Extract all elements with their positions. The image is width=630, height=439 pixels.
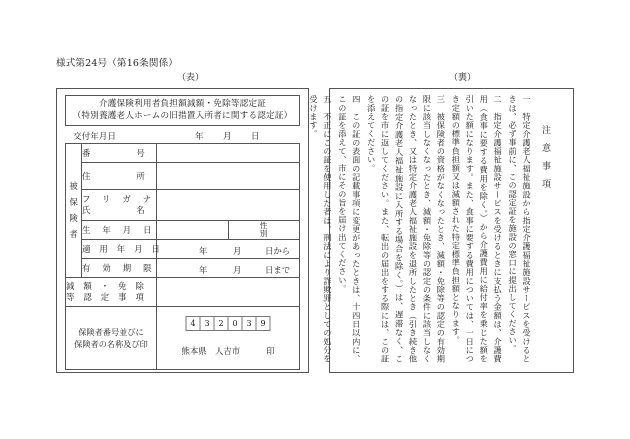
issue-date-month-unit: 月 xyxy=(223,132,232,143)
apply-date-year-unit: 年 xyxy=(199,245,208,256)
certificate-front-panel xyxy=(56,88,309,373)
insurer-digit-1: 4 xyxy=(186,316,201,331)
table-row-number xyxy=(66,144,300,163)
label-address-text: 住所 xyxy=(82,171,191,182)
side-label-char-3: 険 xyxy=(69,212,78,223)
label-insurer-line2: 保険者の名称及び印 xyxy=(74,339,148,350)
certificate-title-box xyxy=(65,95,300,126)
insured-person-side-label xyxy=(66,144,82,278)
label-furigana-name xyxy=(82,190,191,221)
notes-content xyxy=(308,95,566,366)
side-label-char-1: 被 xyxy=(69,180,78,191)
apply-date-month-unit: 月 xyxy=(233,245,242,256)
issue-date-day-unit: 日 xyxy=(251,132,260,143)
insurer-name-row xyxy=(182,345,275,357)
label-apply-date xyxy=(82,240,169,259)
note-item-3: 三 被保険者の資格がなくなったとき、減額・免除等の認定の有効期限に該当しなくなったとき、減額・免除等の認定の条件に該当しなくなったとき、又は特定介護老人福祉施設を退所したとき（引き続き他の指定介護老人福祉施設に入所する場合を除く。）は、遅滞なく、この証を市に返してください。また、転出の届出をする際には、この証を添えてください。 xyxy=(366,95,447,363)
issue-date-label: 交付年月日 xyxy=(73,132,116,143)
valid-period-year-unit: 年 xyxy=(199,264,208,275)
valid-period-month-unit: 月 xyxy=(233,264,242,275)
label-furigana-text: フリガナ xyxy=(82,194,164,205)
certificate-back-panel xyxy=(308,88,574,373)
label-name-text: 氏名 xyxy=(82,205,191,216)
note-item-2: 二 指定介護福祉施設サービスを受けるときに支払う金額は、介護費用（食事に要する費用を除く。）から介護費用に給付率を乗じた額を引いた額になります。また、食事に要する費用については、一日につき定額の標準負担額又は減額された特定標準負担額となります。 xyxy=(451,95,504,363)
field-valid-period[interactable] xyxy=(157,259,300,278)
note-item-1: 一 特定介護老人福祉施設から指定介護福祉施設サービスを受けるときは、必ず事前に、この認定証を施設の窓口に提出してください。 xyxy=(508,95,532,363)
table-row-valid-period xyxy=(66,259,300,278)
insurer-digit-6: 9 xyxy=(256,316,271,331)
valid-period-day-unit: 日まで xyxy=(265,264,291,275)
insured-person-table xyxy=(65,143,300,370)
table-row-insurer xyxy=(66,307,300,370)
side-label-char-4: 者 xyxy=(69,228,78,239)
label-birth-date xyxy=(82,221,164,240)
label-number xyxy=(82,144,191,163)
field-apply-date[interactable] xyxy=(157,240,300,259)
table-row-reduction-items xyxy=(66,278,300,307)
label-valid-period-text: 有効期限 xyxy=(82,263,164,274)
table-row-birthdate xyxy=(66,221,300,240)
label-address xyxy=(82,163,191,190)
table-row-furigana-name xyxy=(66,190,300,221)
label-birth-date-text: 生年月日 xyxy=(82,225,164,236)
back-side-caption: （裏） xyxy=(449,73,477,83)
certificate-title-line1: 介護保険利用者負担額減額・免除等認定証 xyxy=(98,99,267,109)
note-item-5: 五 不正にこの証を使用した者は、刑法により詐欺罪としての処分を受けます。 xyxy=(308,95,333,363)
insurer-digit-3: 2 xyxy=(214,316,229,331)
notes-heading: 注意事項 xyxy=(540,125,550,197)
label-gender xyxy=(228,221,300,240)
label-insurer-line1: 保険者番号並びに xyxy=(78,327,144,338)
label-reduction-line2: 等認定事項 xyxy=(66,292,153,303)
label-valid-period xyxy=(82,259,164,278)
insurer-digit-5: 3 xyxy=(242,316,257,331)
label-reduction-items xyxy=(66,278,157,307)
insurer-digit-4: 0 xyxy=(228,316,243,331)
side-label-char-2: 保 xyxy=(69,196,78,207)
gender-char-1: 性 xyxy=(260,221,268,231)
table-row-apply-date xyxy=(66,240,300,259)
label-apply-date-text: 適用年月日 xyxy=(82,244,169,255)
field-birth-date[interactable] xyxy=(157,221,229,240)
gender-char-2: 別 xyxy=(260,229,268,239)
issue-date-row xyxy=(65,126,300,143)
certificate-title-line2: （特別養護老人ホームの旧措置入所者に関する認定証） xyxy=(72,111,293,122)
table-row-address xyxy=(66,163,300,190)
field-reduction-items[interactable] xyxy=(157,278,300,307)
insurer-number-boxes xyxy=(186,316,271,331)
field-insurer xyxy=(157,307,300,370)
form-number-label: 様式第24号（第16条関係） xyxy=(56,58,178,69)
apply-date-day-unit: 日から xyxy=(265,245,291,256)
label-reduction-line1: 減額・免除 xyxy=(66,280,153,291)
front-side-caption: （表） xyxy=(177,73,205,83)
label-number-text: 番号 xyxy=(82,148,191,159)
issue-date-year-unit: 年 xyxy=(195,132,204,143)
seal-mark: 印 xyxy=(266,346,275,357)
insurer-digit-2: 3 xyxy=(200,316,215,331)
note-item-4: 四 この証の表面の記載事項に変更があったときは、十四日以内に、この証を添えて、市にその旨を届け出てください。 xyxy=(337,95,362,363)
front-content xyxy=(65,95,300,366)
insurer-name: 熊本県 人吉市 xyxy=(181,346,241,357)
label-insurer xyxy=(66,307,157,370)
